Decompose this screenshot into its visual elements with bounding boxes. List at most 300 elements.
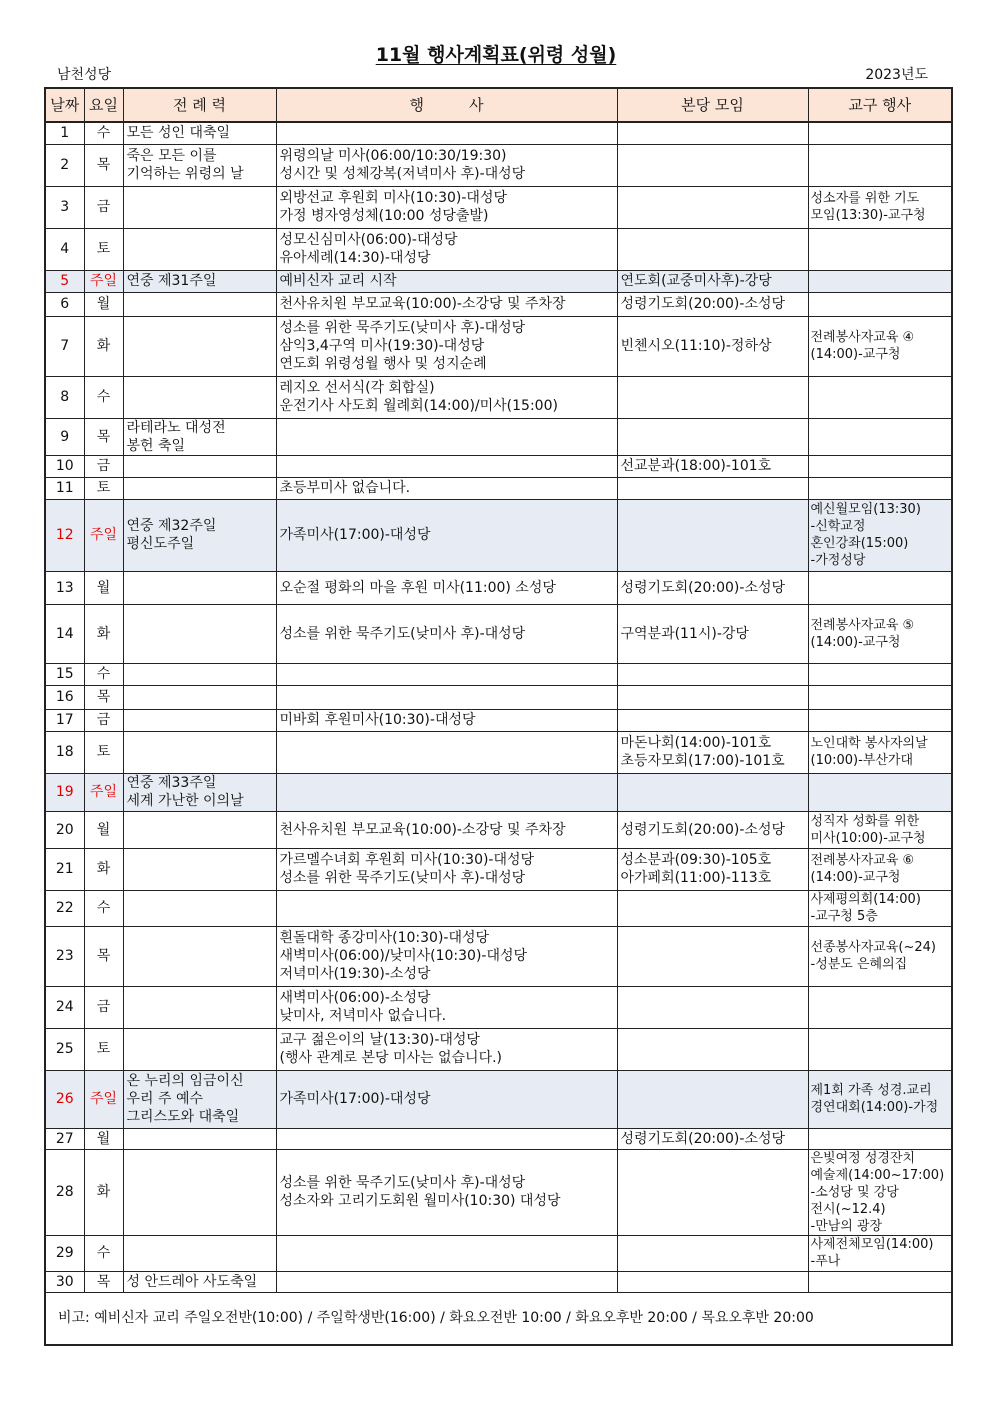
table-row <box>45 499 952 571</box>
events-cell <box>276 731 617 773</box>
diocese-event-cell-line: -가정성당 <box>810 553 866 568</box>
liturgy-cell <box>123 122 276 144</box>
diocese-event-cell <box>808 316 952 376</box>
day-cell: 목 <box>84 144 123 186</box>
table-row <box>45 1128 952 1149</box>
liturgy-cell <box>123 228 276 270</box>
diocese-event-cell-line: 혼인강좌(15:00) <box>810 536 909 551</box>
liturgy-cell <box>123 1028 276 1070</box>
parish-meeting-cell <box>617 663 808 685</box>
table-row <box>45 455 952 477</box>
liturgy-cell-line: 그리스도와 대축일 <box>126 1109 240 1125</box>
liturgy-cell <box>123 709 276 731</box>
events-cell <box>276 663 617 685</box>
parish-meeting-cell <box>617 848 808 890</box>
day-cell: 금 <box>84 455 123 477</box>
parish-name: 남천성당 <box>57 67 112 83</box>
parish-meeting-cell-line: 초등자모회(17:00)-101호 <box>620 753 785 769</box>
liturgy-cell <box>123 292 276 316</box>
date-cell: 3 <box>45 186 84 228</box>
document-title: 11월 행사계획표(위령 성월) <box>375 44 617 66</box>
events-cell-line: 천사유치원 부모교육(10:00)-소강당 및 주차장 <box>279 821 566 838</box>
liturgy-cell <box>123 811 276 848</box>
year-label: 2023년도 <box>865 67 928 83</box>
date-cell: 2 <box>45 144 84 186</box>
diocese-event-cell-line: 노인대학 봉사자의날 <box>810 736 928 751</box>
parish-meeting-cell <box>617 773 808 811</box>
diocese-event-cell-line: -소성당 및 강당 <box>810 1184 899 1200</box>
diocese-event-cell <box>808 1028 952 1070</box>
events-cell <box>276 685 617 709</box>
parish-meeting-cell <box>617 122 808 144</box>
events-cell-line: 위령의날 미사(06:00/10:30/19:30) <box>279 148 507 164</box>
parish-meeting-cell <box>617 1128 808 1149</box>
events-cell-line: 교구 젊은이의 날(13:30)-대성당 <box>279 1032 480 1048</box>
diocese-event-cell <box>808 376 952 418</box>
table-row <box>45 926 952 986</box>
events-cell <box>276 292 617 316</box>
date-cell: 1 <box>45 122 84 144</box>
diocese-event-cell-line: -성분도 은혜의집 <box>810 957 908 972</box>
date-cell: 5 <box>45 270 84 292</box>
parish-meeting-cell <box>617 499 808 571</box>
diocese-event-cell-line: 전례봉사자교육 ⑤ <box>810 617 915 633</box>
date-cell: 17 <box>45 709 84 731</box>
liturgy-cell <box>123 1070 276 1128</box>
diocese-event-cell <box>808 477 952 499</box>
diocese-event-cell-line: 미사(10:00)-교구청 <box>810 830 926 846</box>
events-cell-line: 가족미사(17:00)-대성당 <box>279 1091 431 1107</box>
events-cell <box>276 811 617 848</box>
diocese-event-cell-line: -만남의 광장 <box>810 1218 883 1234</box>
date-cell: 15 <box>45 663 84 685</box>
events-cell-line: 가족미사(17:00)-대성당 <box>279 527 431 543</box>
diocese-event-cell <box>808 986 952 1028</box>
events-cell <box>276 890 617 926</box>
events-cell-line: 낮미사, 저녁미사 없습니다. <box>279 1008 447 1024</box>
diocese-event-cell-line: 은빛여정 성경잔치 <box>810 1150 916 1166</box>
liturgy-cell <box>123 376 276 418</box>
day-cell: 목 <box>84 926 123 986</box>
date-cell: 27 <box>45 1128 84 1149</box>
day-cell: 월 <box>84 571 123 604</box>
parish-meeting-cell <box>617 1028 808 1070</box>
liturgy-cell <box>123 186 276 228</box>
diocese-event-cell <box>808 604 952 663</box>
parish-meeting-cell <box>617 376 808 418</box>
diocese-event-cell-line: (14:00)-교구청 <box>810 347 901 362</box>
liturgy-cell <box>123 604 276 663</box>
col-header-date: 날짜 <box>45 88 84 122</box>
diocese-event-cell <box>808 1070 952 1128</box>
diocese-event-cell-line: 예신월모임(13:30) <box>810 502 921 517</box>
table-row <box>45 418 952 455</box>
events-cell-line: 삼익3,4구역 미사(19:30)-대성당 <box>279 338 485 354</box>
events-cell-line: 성시간 및 성체강복(저녁미사 후)-대성당 <box>279 166 526 182</box>
diocese-event-cell <box>808 663 952 685</box>
events-cell <box>276 604 617 663</box>
parish-meeting-cell <box>617 455 808 477</box>
diocese-event-cell <box>808 1271 952 1292</box>
parish-meeting-cell-line: 선교분과(18:00)-101호 <box>620 458 772 474</box>
parish-meeting-cell <box>617 731 808 773</box>
date-cell: 20 <box>45 811 84 848</box>
liturgy-cell <box>123 455 276 477</box>
events-cell-line: 예비신자 교리 시작 <box>279 273 397 289</box>
date-cell: 13 <box>45 571 84 604</box>
events-cell-line: 성소자와 고리기도회원 월미사(10:30) 대성당 <box>279 1193 561 1209</box>
events-cell <box>276 926 617 986</box>
liturgy-cell-line: 죽은 모든 이를 <box>126 148 217 164</box>
events-cell-line: 오순절 평화의 마을 후원 미사(11:00) 소성당 <box>279 579 556 596</box>
date-cell: 19 <box>45 773 84 811</box>
day-cell: 주일 <box>84 773 123 811</box>
events-cell-line: 가르멜수녀회 후원회 미사(10:30)-대성당 <box>279 852 535 868</box>
diocese-event-cell-line: 선종봉사자교육(~24) <box>810 940 936 955</box>
diocese-event-cell <box>808 270 952 292</box>
diocese-event-cell <box>808 890 952 926</box>
date-cell: 9 <box>45 418 84 455</box>
table-row <box>45 1271 952 1292</box>
events-cell <box>276 122 617 144</box>
events-cell-line: 성소를 위한 묵주기도(낮미사 후)-대성당 <box>279 625 526 642</box>
day-cell: 화 <box>84 848 123 890</box>
parish-meeting-cell <box>617 270 808 292</box>
liturgy-cell <box>123 731 276 773</box>
events-cell-line: 미바회 후원미사(10:30)-대성당 <box>279 712 476 728</box>
events-cell <box>276 709 617 731</box>
diocese-event-cell <box>808 228 952 270</box>
events-cell <box>276 499 617 571</box>
parish-meeting-cell <box>617 926 808 986</box>
events-cell-line: 새벽미사(06:00)-소성당 <box>279 990 431 1006</box>
diocese-event-cell <box>808 685 952 709</box>
day-cell: 주일 <box>84 499 123 571</box>
diocese-event-cell-line: (14:00)-교구청 <box>810 870 901 885</box>
liturgy-cell <box>123 773 276 811</box>
events-cell <box>276 848 617 890</box>
day-cell: 금 <box>84 986 123 1028</box>
note-row <box>45 1292 952 1345</box>
table-row <box>45 811 952 848</box>
diocese-event-cell-line: 사제전체모임(14:00) <box>810 1237 934 1252</box>
events-cell-line: 유아세례(14:30)-대성당 <box>279 250 431 266</box>
diocese-event-cell <box>808 499 952 571</box>
events-cell <box>276 1149 617 1235</box>
date-cell: 7 <box>45 316 84 376</box>
note-text: 비고: 예비신자 교리 주일오전반(10:00) / 주일학생반(16:00) / 화요오전반 10:00 / 화요오후반 20:00 / 목요오후반 20:00 <box>45 1292 952 1345</box>
events-cell-line: 흰돌대학 종강미사(10:30)-대성당 <box>279 930 490 946</box>
diocese-event-cell <box>808 418 952 455</box>
liturgy-cell <box>123 986 276 1028</box>
day-cell: 월 <box>84 292 123 316</box>
date-cell: 28 <box>45 1149 84 1235</box>
liturgy-cell <box>123 144 276 186</box>
events-cell-line: 성소를 위한 묵주기도(낮미사 후)-대성당 <box>279 1175 526 1191</box>
table-row <box>45 292 952 316</box>
table-row <box>45 773 952 811</box>
events-cell <box>276 1235 617 1271</box>
date-cell: 24 <box>45 986 84 1028</box>
diocese-event-cell <box>808 811 952 848</box>
liturgy-cell-line: 연중 제32주일 <box>126 518 217 534</box>
diocese-event-cell <box>808 455 952 477</box>
events-cell-line: 초등부미사 없습니다. <box>279 480 411 496</box>
date-cell: 8 <box>45 376 84 418</box>
diocese-event-cell <box>808 122 952 144</box>
parish-meeting-cell <box>617 144 808 186</box>
col-header-diocese-events: 교구 행사 <box>808 88 952 122</box>
table-row <box>45 571 952 604</box>
parish-meeting-cell-line: 성령기도회(20:00)-소성당 <box>620 579 786 596</box>
liturgy-cell-line: 성 안드레아 사도축일 <box>126 1273 258 1290</box>
parish-meeting-cell-line: 성소분과(09:30)-105호 <box>620 852 772 868</box>
liturgy-cell <box>123 571 276 604</box>
events-cell-line: (행사 관계로 본당 미사는 없습니다.) <box>279 1050 503 1066</box>
day-cell: 목 <box>84 418 123 455</box>
table-row <box>45 316 952 376</box>
liturgy-cell-line: 평신도주일 <box>126 536 195 552</box>
events-cell <box>276 477 617 499</box>
parish-meeting-cell <box>617 1149 808 1235</box>
day-cell: 토 <box>84 477 123 499</box>
day-cell: 토 <box>84 731 123 773</box>
day-cell: 수 <box>84 890 123 926</box>
diocese-event-cell <box>808 144 952 186</box>
date-cell: 18 <box>45 731 84 773</box>
events-cell <box>276 228 617 270</box>
parish-meeting-cell <box>617 571 808 604</box>
diocese-event-cell-line: 전례봉사자교육 ④ <box>810 330 915 345</box>
liturgy-cell-line: 온 누리의 임금이신 <box>126 1073 244 1089</box>
diocese-event-cell-line: 전례봉사자교육 ⑥ <box>810 853 915 868</box>
diocese-event-cell-line: 경연대회(14:00)-가정 <box>810 1100 939 1115</box>
events-cell <box>276 376 617 418</box>
events-cell-line: 연도회 위령성월 행사 및 성지순례 <box>279 356 487 372</box>
diocese-event-cell <box>808 1128 952 1149</box>
diocese-event-cell <box>808 292 952 316</box>
liturgy-cell <box>123 1235 276 1271</box>
parish-meeting-cell <box>617 685 808 709</box>
parish-meeting-cell <box>617 292 808 316</box>
events-cell-line: 외방선교 후원회 미사(10:30)-대성당 <box>279 190 508 206</box>
events-cell <box>276 316 617 376</box>
diocese-event-cell <box>808 1149 952 1235</box>
liturgy-cell <box>123 685 276 709</box>
parish-meeting-cell <box>617 1235 808 1271</box>
events-cell <box>276 418 617 455</box>
diocese-event-cell <box>808 571 952 604</box>
liturgy-cell-line: 우리 주 예수 <box>126 1091 204 1107</box>
day-cell: 수 <box>84 122 123 144</box>
diocese-event-cell <box>808 773 952 811</box>
events-cell-line: 성소를 위한 묵주기도(낮미사 후)-대성당 <box>279 320 526 336</box>
liturgy-cell <box>123 418 276 455</box>
parish-meeting-cell-line: 성령기도회(20:00)-소성당 <box>620 296 786 312</box>
events-cell <box>276 571 617 604</box>
diocese-event-cell-line: 모임(13:30)-교구청 <box>810 208 926 223</box>
liturgy-cell <box>123 316 276 376</box>
table-row <box>45 270 952 292</box>
liturgy-cell <box>123 926 276 986</box>
table-row <box>45 663 952 685</box>
parish-meeting-cell <box>617 709 808 731</box>
diocese-event-cell <box>808 848 952 890</box>
diocese-event-cell-line: -푸나 <box>810 1254 841 1269</box>
col-header-day: 요일 <box>84 88 123 122</box>
liturgy-cell-line: 세계 가난한 이의날 <box>126 793 244 809</box>
diocese-event-cell-line: 예술제(14:00~17:00) <box>810 1167 945 1183</box>
parish-meeting-cell <box>617 477 808 499</box>
parish-meeting-cell <box>617 418 808 455</box>
table-row <box>45 376 952 418</box>
diocese-event-cell-line: -신학교정 <box>810 519 866 534</box>
table-row <box>45 477 952 499</box>
table-row <box>45 685 952 709</box>
liturgy-cell <box>123 1149 276 1235</box>
parish-meeting-cell <box>617 1070 808 1128</box>
parish-meeting-cell-line: 구역분과(11시)-강당 <box>620 625 749 642</box>
liturgy-cell <box>123 270 276 292</box>
day-cell: 월 <box>84 811 123 848</box>
events-cell-line: 저녁미사(19:30)-소성당 <box>279 966 431 982</box>
parish-meeting-cell-line: 아가페회(11:00)-113호 <box>620 870 772 886</box>
parish-meeting-cell <box>617 890 808 926</box>
date-cell: 16 <box>45 685 84 709</box>
table-row <box>45 1028 952 1070</box>
day-cell: 수 <box>84 1235 123 1271</box>
parish-meeting-cell-line: 성령기도회(20:00)-소성당 <box>620 821 786 838</box>
events-cell <box>276 1128 617 1149</box>
events-cell <box>276 455 617 477</box>
table-row <box>45 890 952 926</box>
diocese-event-cell-line: (10:00)-부산가대 <box>810 753 914 768</box>
table-row <box>45 1070 952 1128</box>
liturgy-cell-line: 연중 제33주일 <box>126 775 217 791</box>
date-cell: 21 <box>45 848 84 890</box>
liturgy-cell <box>123 1271 276 1292</box>
date-cell: 29 <box>45 1235 84 1271</box>
diocese-event-cell <box>808 186 952 228</box>
events-cell <box>276 1271 617 1292</box>
day-cell: 금 <box>84 186 123 228</box>
date-cell: 22 <box>45 890 84 926</box>
diocese-event-cell-line: -교구청 5층 <box>810 909 878 924</box>
parish-meeting-cell <box>617 316 808 376</box>
date-cell: 11 <box>45 477 84 499</box>
diocese-event-cell <box>808 731 952 773</box>
parish-meeting-cell <box>617 186 808 228</box>
parish-meeting-cell <box>617 604 808 663</box>
events-cell <box>276 1028 617 1070</box>
parish-meeting-cell-line: 성령기도회(20:00)-소성당 <box>620 1130 786 1147</box>
diocese-event-cell-line: 사제평의회(14:00) <box>810 892 921 907</box>
date-cell: 23 <box>45 926 84 986</box>
day-cell: 주일 <box>84 270 123 292</box>
liturgy-cell <box>123 663 276 685</box>
events-cell <box>276 270 617 292</box>
events-cell-line: 천사유치원 부모교육(10:00)-소강당 및 주차장 <box>279 296 566 312</box>
parish-meeting-cell-line: 빈첸시오(11:10)-정하상 <box>620 338 772 354</box>
date-cell: 4 <box>45 228 84 270</box>
events-cell-line: 새벽미사(06:00)/낮미사(10:30)-대성당 <box>279 948 528 964</box>
table-header-row <box>45 88 952 122</box>
table-row <box>45 186 952 228</box>
day-cell: 목 <box>84 685 123 709</box>
diocese-event-cell-line: 전시(~12.4) <box>810 1201 886 1217</box>
date-cell: 10 <box>45 455 84 477</box>
day-cell: 화 <box>84 316 123 376</box>
day-cell: 금 <box>84 709 123 731</box>
table-row <box>45 1235 952 1271</box>
table-row <box>45 1149 952 1235</box>
diocese-event-cell-line: 성직자 성화를 위한 <box>810 813 920 829</box>
date-cell: 30 <box>45 1271 84 1292</box>
events-cell <box>276 186 617 228</box>
events-cell <box>276 986 617 1028</box>
date-cell: 26 <box>45 1070 84 1128</box>
liturgy-cell-line: 기억하는 위령의 날 <box>126 166 244 182</box>
table-row <box>45 848 952 890</box>
diocese-event-cell-line: 성소자를 위한 기도 <box>810 191 920 206</box>
day-cell: 주일 <box>84 1070 123 1128</box>
events-cell-line: 운전기사 사도회 월례회(14:00)/미사(15:00) <box>279 398 558 414</box>
table-row <box>45 122 952 144</box>
day-cell: 목 <box>84 1271 123 1292</box>
table-row <box>45 986 952 1028</box>
day-cell: 화 <box>84 1149 123 1235</box>
day-cell: 월 <box>84 1128 123 1149</box>
events-cell-line: 가정 병자영성체(10:00 성당출발) <box>279 208 489 224</box>
day-cell: 토 <box>84 1028 123 1070</box>
schedule-table <box>44 87 953 1346</box>
table-row <box>45 144 952 186</box>
date-cell: 6 <box>45 292 84 316</box>
parish-meeting-cell-line: 연도회(교중미사후)-강당 <box>620 273 772 289</box>
liturgy-cell-line: 모든 성인 대축일 <box>126 125 231 142</box>
table-row <box>45 604 952 663</box>
liturgy-cell-line: 봉헌 축일 <box>126 437 186 454</box>
diocese-event-cell <box>808 709 952 731</box>
events-cell <box>276 144 617 186</box>
diocese-event-cell-line: (14:00)-교구청 <box>810 634 901 650</box>
diocese-event-cell-line: 제1회 가족 성경.교리 <box>810 1083 932 1098</box>
col-header-liturgy: 전 례 력 <box>123 88 276 122</box>
liturgy-cell-line: 연중 제31주일 <box>126 273 217 289</box>
day-cell: 화 <box>84 604 123 663</box>
liturgy-cell <box>123 848 276 890</box>
parish-meeting-cell <box>617 986 808 1028</box>
day-cell: 토 <box>84 228 123 270</box>
liturgy-cell <box>123 1128 276 1149</box>
day-cell: 수 <box>84 663 123 685</box>
liturgy-cell <box>123 890 276 926</box>
parish-meeting-cell <box>617 1271 808 1292</box>
diocese-event-cell <box>808 1235 952 1271</box>
day-cell: 수 <box>84 376 123 418</box>
events-cell-line: 성모신심미사(06:00)-대성당 <box>279 232 458 248</box>
events-cell-line: 레지오 선서식(각 회합실) <box>279 380 435 396</box>
date-cell: 12 <box>45 499 84 571</box>
table-row <box>45 709 952 731</box>
date-cell: 14 <box>45 604 84 663</box>
table-row <box>45 731 952 773</box>
table-row <box>45 228 952 270</box>
diocese-event-cell <box>808 926 952 986</box>
events-cell-line: 성소를 위한 묵주기도(낮미사 후)-대성당 <box>279 870 526 886</box>
events-cell <box>276 773 617 811</box>
liturgy-cell <box>123 499 276 571</box>
